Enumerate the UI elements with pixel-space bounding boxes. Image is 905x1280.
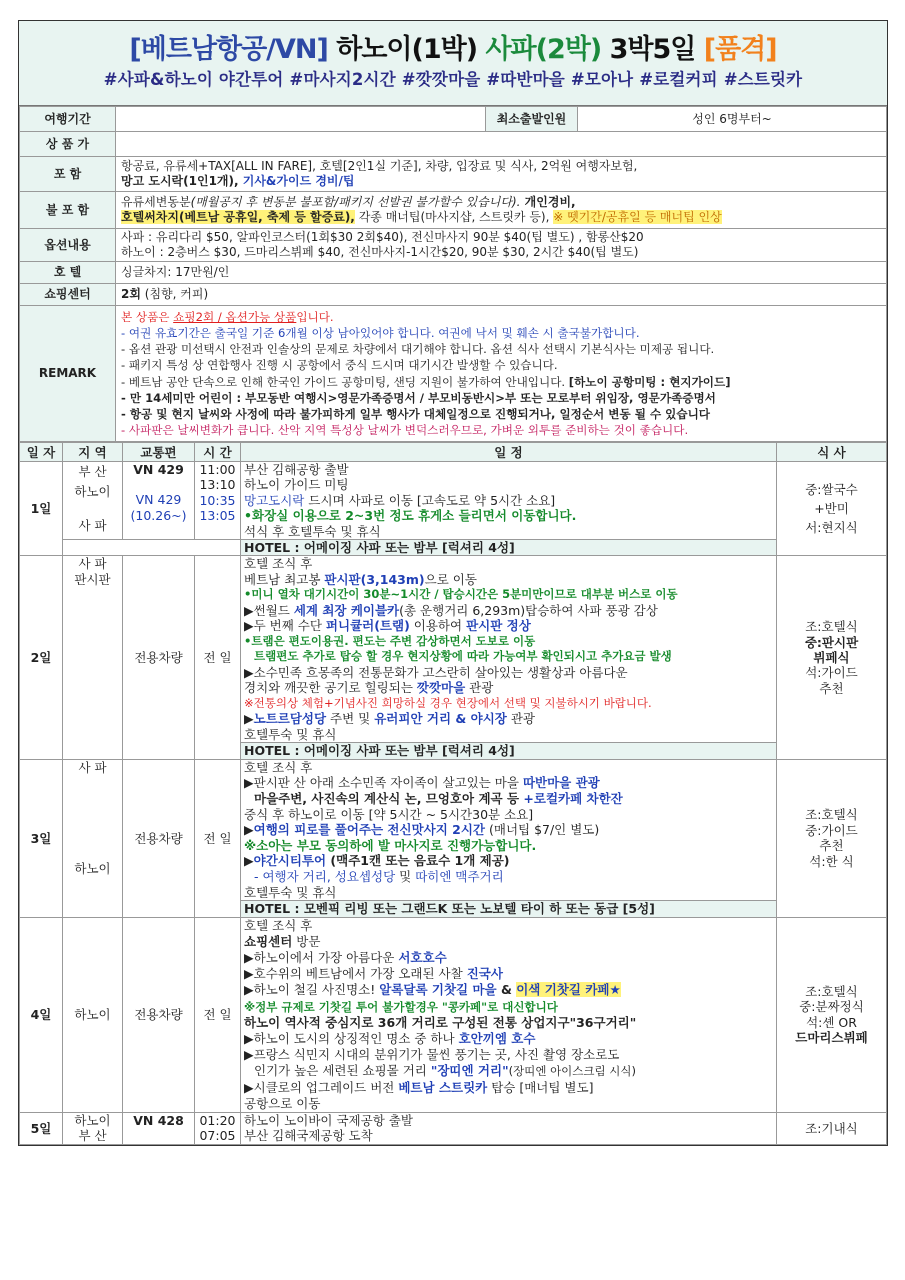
- day1-meal-3: 서:현지식: [805, 520, 858, 536]
- day3-transport: 전용차량: [123, 759, 195, 917]
- period-value: [116, 107, 486, 132]
- day2-transport: 전용차량: [123, 556, 195, 759]
- day3-nighttour: 야간시티투어: [253, 853, 327, 869]
- include-lunchbox: 망고 도시락(1인1개),: [121, 174, 243, 188]
- day2-time: 전 일: [195, 556, 241, 759]
- day3-line-2: [244, 775, 773, 791]
- day1-meal-2: +반미: [814, 501, 849, 517]
- day4-westlake: 서호호수: [398, 950, 447, 965]
- day4-meal-1: 조:호텔식: [805, 984, 858, 999]
- remark-label: REMARK: [20, 306, 116, 442]
- day4-meal-2: 중:분짜정식: [799, 999, 864, 1015]
- day2-itinerary: [241, 556, 777, 743]
- day3-line-9: 호텔투숙 및 휴식: [244, 884, 337, 900]
- day5-line-2: 부산 김해국제공항 도착: [244, 1128, 373, 1144]
- remark-1c: 입니다.: [296, 309, 334, 324]
- day2-cathedral: 노트르담성당: [253, 711, 327, 727]
- day2-11c: 주변 및: [326, 711, 375, 727]
- info-table: [19, 106, 887, 442]
- day1-line-4: •화장실 이용으로 2~3번 정도 휴게소 들리면서 이동합니다.: [244, 508, 577, 524]
- day4-line-5: [244, 982, 773, 998]
- day3-hotel: HOTEL : 모벤픽 리빙 또는 그랜드K 또는 노보텔 타이 하 또는 동급 [5성]: [241, 901, 777, 917]
- day5-meals: 조:기내식: [777, 1113, 887, 1145]
- day2-funicular: 퍼니큘러(트램): [325, 618, 410, 634]
- remark-line-3: - 옵션 관광 미선택시 안전과 인솔상의 문제로 차량에서 대기해야 합니다. 옵션 식사 선택시 기본식사는 미제공 됩니다.: [121, 342, 715, 357]
- day1-transfer: 드시며 사파로 이동 [고속도로 약 5시간 소요]: [304, 492, 556, 508]
- day2-2a: 베트남 최고봉: [244, 571, 325, 587]
- day2-meals: [777, 556, 887, 759]
- day4-11a: ▶시클로의 업그레이드 버전: [244, 1079, 399, 1095]
- exclude-line-1: [121, 195, 881, 210]
- day2-row: [20, 556, 887, 743]
- option-label: 옵션내용: [20, 229, 116, 262]
- day3-8b: 및: [395, 869, 416, 884]
- day2-cablecar: 세계 최장 케이블카: [293, 602, 400, 618]
- trip-duration: 3박5일: [609, 34, 696, 65]
- day5-time-1: 01:20: [199, 1113, 236, 1129]
- exclude-fuel-note: (매월공지 후 변동분 불포함/패키지 선발권 불가할수 있습니다).: [190, 195, 521, 209]
- day2-4c: (총 운행거리 6,293m)탑승하여 사파 풍광 감상: [399, 602, 658, 618]
- day1-time-1: 11:00: [199, 462, 236, 477]
- day2-meal-2: 중:판시판: [804, 634, 859, 650]
- day2-5c: 이용하여: [409, 618, 467, 634]
- day1-line-2: 하노이 가이드 미팅: [244, 477, 349, 493]
- remark-row: [20, 306, 887, 442]
- day4-transport: 전용차량: [123, 917, 195, 1112]
- day2-line-10: ※전통의상 체험+기념사진 희망하실 경우 현장에서 선택 및 지불하시기 바랍니다.: [244, 695, 652, 710]
- day1-hotel-row: [20, 540, 887, 556]
- day4-line-9: ▶프랑스 식민지 시대의 분위기가 물씬 풍기는 곳, 사진 촬영 장소로도: [244, 1047, 620, 1063]
- day4-line-10: [244, 1063, 773, 1079]
- day2-2c: 으로 이동: [424, 571, 477, 587]
- day3-time: 전 일: [195, 759, 241, 917]
- day4-region: 하노이: [63, 917, 123, 1112]
- day2-5a: ▶두 번째 수단: [244, 618, 326, 634]
- day4-8a: ▶하노이 도시의 상징적인 명소 중 하나: [244, 1031, 459, 1047]
- remark-line-2: - 여권 유효기간은 출국일 기준 6개월 이상 남아있어야 합니다. 여권에 낙서 및 훼손 시 출국불가합니다.: [121, 325, 640, 340]
- day3-itinerary: [241, 759, 777, 900]
- price-value: [116, 132, 887, 157]
- day2-line-8: ▶소수민족 흐몽족의 전통문화가 고스란히 살아있는 생활상과 아름다운: [244, 664, 628, 680]
- day1-meal-1: 중:쌀국수: [805, 482, 858, 498]
- day3-taphin: 따반마을 관광: [522, 775, 600, 791]
- col-transport: 교통편: [123, 443, 195, 462]
- price-label: 상 품 가: [20, 132, 116, 157]
- day4-label: 4일: [20, 917, 63, 1112]
- exclude-value: [116, 192, 887, 229]
- day5-region-1: 하노이: [74, 1113, 111, 1129]
- day4-itinerary: [241, 917, 777, 1112]
- price-row: [20, 132, 887, 157]
- day4-row: [20, 917, 887, 1112]
- day2-region-1: 사 파: [78, 556, 107, 572]
- day2-label: 2일: [20, 556, 63, 759]
- day5-time-2: 07:05: [199, 1128, 236, 1144]
- day2-line-5: [244, 618, 773, 634]
- remark-5b: [하노이 공항미팅 : 현지가이드]: [568, 374, 731, 389]
- option-line-1: 사파 : 유리다리 $50, 알파인코스터(1회$30 2회$40), 전신마사지 90분 $40(팁 별도) , 함롱산$20: [121, 230, 644, 244]
- day3-7c: (맥주1캔 또는 음료수 1개 제공): [326, 853, 510, 869]
- day4-2b: 방문: [292, 933, 321, 949]
- day4-line-3: [244, 950, 773, 966]
- shopping-value: [116, 284, 887, 306]
- exclude-surcharge: 호텔써차지(베트남 공휴일, 축제 등 할증료),: [121, 210, 355, 224]
- day1-lunchbox: 망고도시락: [244, 492, 305, 508]
- day1-hotel-spacer: [63, 540, 241, 556]
- day2-meal-1: 조:호텔식: [805, 619, 858, 635]
- day3-8a: - 여행자 거리, 성요셉성당: [254, 869, 396, 884]
- day4-meal-4: 드마리스뷔페: [795, 1030, 868, 1046]
- exclude-personal: 개인경비,: [520, 195, 576, 209]
- day1-flight-gap: [126, 477, 191, 492]
- airline-label: [베트남항공/VN]: [129, 34, 328, 65]
- day4-10c: (장띠엔 아이스크림 시식): [508, 1064, 636, 1079]
- exclude-tips: 각종 매너팁(마사지샵, 스트릿카 등),: [354, 210, 554, 224]
- shopping-label: 쇼핑센터: [20, 284, 116, 306]
- col-itinerary: 일 정: [241, 443, 777, 462]
- option-line-2: 하노이 : 2층버스 $30, 드마리스뷔페 $40, 전신마사지-1시간$20, 90분 $30, 2시간 $40(팁 별도): [121, 245, 639, 259]
- remark-1a: 본 상품은: [121, 309, 174, 324]
- shopping-row: [20, 284, 887, 306]
- remark-line-4: - 패키지 특성 상 연합행사 진행 시 공항에서 중식 드시며 대기시간 발생할 수 있습니다.: [121, 358, 558, 373]
- day1-transport: [123, 462, 195, 540]
- col-day: 일 자: [20, 443, 63, 462]
- day5-line-1: 하노이 노이바이 국제공항 출발: [244, 1113, 413, 1129]
- day4-meal-3: 석:셴 OR: [806, 1014, 857, 1030]
- day3-5c: (매너팁 $7/인 별도): [485, 822, 600, 838]
- day2-line-11: [244, 711, 773, 727]
- day2-catcat: 깟깟마을: [416, 680, 466, 696]
- day4-line-6: ※정부 규제로 기찻길 투어 불가할경우 "콩카페"로 대신합니다: [244, 999, 558, 1014]
- day2-11a: ▶: [244, 711, 254, 727]
- day2-line-4: [244, 603, 773, 619]
- hashtag-line: #사파&하노이 야간투어 #마사지2시간 #깟깟마을 #따반마을 #모아나 #로컬커피 #스트릿카: [103, 70, 803, 89]
- day3-cafe: +로컬카페 차한잔: [523, 791, 623, 807]
- day3-row: [20, 759, 887, 900]
- day3-line-4: 중식 후 하노이로 이동 [약 5시간 ~ 5시간30분 소요]: [244, 806, 534, 822]
- day1-flight-1: VN 429: [133, 462, 184, 477]
- include-line-1: 항공료, 유류세+TAX[ALL IN FARE], 호텔[2인1실 기준], 차량, 입장료 및 식사, 2억원 여행자보험,: [121, 159, 638, 173]
- day1-region-3: 사 파: [78, 518, 107, 533]
- day4-shopping: 쇼핑센터: [244, 933, 293, 949]
- include-line-2: [121, 174, 881, 189]
- include-row: [20, 157, 887, 192]
- day1-flight-period: (10.26~): [130, 507, 187, 523]
- day4-3a: ▶하노이에서 가장 아름다운: [244, 950, 399, 965]
- day4-traincafe: 이색 기찻길 카페★: [516, 982, 621, 998]
- day5-label: 5일: [20, 1113, 63, 1145]
- day1-line-1: 부산 김해공항 출발: [244, 462, 349, 477]
- day1-time: [195, 462, 241, 540]
- day1-time-3: 10:35: [199, 492, 236, 508]
- remark-line-7: - 항공 및 현지 날씨와 사정에 따라 불가피하게 일부 행사가 대체일정으로 진행되거나, 일정순서 변동 될 수 있습니다: [121, 406, 710, 421]
- day3-7a: ▶: [244, 853, 254, 869]
- day3-line-1: 호텔 조식 후: [244, 759, 313, 775]
- remark-line-1: [121, 309, 881, 325]
- day3-meal-2: 중:가이드: [805, 822, 858, 838]
- day2-line-1: 호텔 조식 후: [244, 556, 313, 572]
- include-value: [116, 157, 887, 192]
- day4-time: 전 일: [195, 917, 241, 1112]
- day2-line-7: 트램편도 추가로 탑승 할 경우 현지상황에 따라 가능여부 확인되시고 추가요금 발생: [254, 649, 672, 664]
- day2-line-6: •트램은 편도이용권. 편도는 주변 감상하면서 도보로 이동: [244, 633, 536, 648]
- day2-line-2: [244, 572, 773, 588]
- day2-region: [63, 556, 123, 759]
- day2-nightmarket: 유러피안 거리 & 야시장: [374, 711, 507, 727]
- schedule-header: [20, 443, 887, 462]
- option-row: [20, 229, 887, 262]
- day3-line-6: ※소아는 부모 동의하에 발 마사지로 진행가능합니다.: [244, 837, 537, 853]
- day4-4a: ▶호수위의 베트남에서 가장 오래된 사찰: [244, 966, 467, 982]
- day3-line-7: [244, 853, 773, 869]
- day3-region-gap: [66, 775, 119, 861]
- day2-summit: 판시판 정상: [466, 618, 531, 634]
- exclude-fuel: 유류세변동분: [121, 195, 191, 209]
- day5-region-2: 부 산: [78, 1128, 107, 1144]
- remark-line-8: - 사파판은 날씨변화가 큽니다. 산악 지역 특성상 날씨가 변덕스러우므로, 가벼운 외투를 준비하는 것이 좋습니다.: [121, 423, 689, 438]
- include-label: 포 함: [20, 157, 116, 192]
- day3-massage: 여행의 피로를 풀어주는 전신맛사지 2시간: [253, 822, 486, 838]
- day2-11e: 관광: [506, 711, 535, 727]
- day4-streetcar: 베트남 스트릿카: [398, 1079, 488, 1095]
- day2-meal-3: 뷔페식: [813, 649, 850, 665]
- day3-region-1: 사 파: [78, 759, 107, 775]
- day4-trangtien: "장띠엔 거리": [430, 1063, 509, 1079]
- hotel-value: 싱글차지: 17만원/인: [116, 262, 887, 284]
- day2-9c: 관광: [465, 680, 494, 696]
- col-meal: 식 사: [777, 443, 887, 462]
- product-title: [19, 21, 887, 67]
- day4-line-7: 하노이 역사적 중심지로 36개 거리로 구성된 전통 상업지구"36구거리": [244, 1014, 637, 1030]
- schedule-table: [19, 442, 887, 1145]
- day4-tranquoc: 진국사: [466, 966, 503, 982]
- day3-meals: [777, 759, 887, 917]
- day4-trainstreet: 알록달록 기찻길 마을: [379, 982, 497, 998]
- day4-hoankiem: 호안끼엠 호수: [458, 1031, 536, 1047]
- remark-5a: - 베트남 공안 단속으로 인해 한국인 가이드 공항미팅, 샌딩 지원이 불가하여 안내입니다.: [121, 374, 569, 389]
- day2-fansipan: 판시판(3,143m): [324, 571, 425, 587]
- day2-meal-4: 석:가이드: [805, 665, 858, 681]
- remark-value: [116, 306, 887, 442]
- day3-meal-1: 조:호텔식: [805, 807, 858, 823]
- shopping-count: 2회: [121, 287, 141, 301]
- day2-line-12: 호텔투숙 및 휴식: [244, 726, 337, 742]
- day3-8c: 따히엔 맥주거리: [415, 869, 504, 884]
- exclude-holiday-note: ※ 뗏기간/공휴일 등 매너팁 인상: [553, 210, 722, 224]
- exclude-row: [20, 192, 887, 229]
- day1-line-3: [244, 493, 773, 508]
- shopping-items: (침향, 커피): [140, 287, 209, 301]
- day1-region: [63, 462, 123, 540]
- day1-region-2: 하노이: [74, 484, 111, 499]
- hanoi-nights: 하노이(1박): [336, 34, 478, 65]
- day3-line-3: [244, 791, 773, 807]
- min-people-label: 최소출발인원: [486, 107, 578, 132]
- day1-region-1: 부 산: [78, 464, 107, 479]
- day5-itinerary: [241, 1113, 777, 1145]
- day1-meals: [777, 462, 887, 556]
- day3-region: [63, 759, 123, 917]
- day4-5c: &: [496, 982, 517, 998]
- day1-label: 1일: [20, 462, 63, 556]
- exclude-label: 불 포 함: [20, 192, 116, 229]
- day4-5a: ▶하노이 철길 사진명소!: [244, 982, 380, 998]
- day1-line-5: 석식 후 호텔투숙 및 휴식: [244, 523, 381, 539]
- day1-time-4: 13:05: [199, 508, 236, 524]
- min-people-value: 성인 6명부터~: [578, 107, 887, 132]
- day2-region-2: 판시판: [74, 571, 111, 587]
- remark-1b: 쇼핑2회 / 옵션가능 상품: [173, 309, 297, 324]
- period-label: 여행기간: [20, 107, 116, 132]
- exclude-line-2: [121, 210, 881, 225]
- day1-time-2: 13:10: [199, 477, 236, 493]
- grade-label: [품격]: [703, 34, 777, 65]
- itinerary-sheet: [18, 20, 888, 1146]
- col-time: 시 간: [195, 443, 241, 462]
- day5-row: [20, 1113, 887, 1145]
- col-region: 지 역: [63, 443, 123, 462]
- period-row: [20, 107, 887, 132]
- day4-line-2: [244, 934, 773, 950]
- day3-3a: 마을주변, 사진속의 계산식 논, 므엉호아 계곡 등: [254, 791, 524, 807]
- day5-region: [63, 1113, 123, 1145]
- title-banner: [19, 21, 887, 106]
- day2-line-9: [244, 680, 773, 696]
- day2-meal-5: 추천: [819, 680, 844, 696]
- hotel-label: 호 텔: [20, 262, 116, 284]
- sapa-nights: 사파(2박): [485, 34, 602, 65]
- day2-line-3: •미니 열차 대기시간이 30분~1시간 / 탑승시간은 5분미만이므로 대부분 버스로 이동: [244, 587, 678, 602]
- day4-line-8: [244, 1031, 773, 1047]
- day2-4a: ▶썬월드: [244, 602, 294, 618]
- day3-meal-3: 추천: [819, 838, 844, 854]
- day1-row: [20, 462, 887, 540]
- day2-9a: 경치와 깨끗한 공기로 힐링되는: [244, 680, 417, 696]
- day3-2a: ▶판시판 산 아래 소수민족 자이족이 살고있는 마을: [244, 775, 523, 791]
- day3-line-5: [244, 822, 773, 838]
- day5-transport: VN 428: [123, 1113, 195, 1145]
- day3-5a: ▶: [244, 822, 254, 838]
- day4-10a: 인기가 높은 세련된 쇼핑몰 거리: [254, 1063, 431, 1079]
- day1-region-gap: [66, 502, 119, 516]
- remark-line-6: - 만 14세미만 어린이 : 부모동반 여행시>영문가족증명서 / 부모비동반시>부 또는 모로부터 위임장, 영문가족증명서: [121, 390, 716, 405]
- day3-meal-4: 석:한 식: [809, 853, 854, 869]
- day4-line-11: [244, 1080, 773, 1096]
- day3-line-8: [244, 869, 773, 885]
- day5-time: [195, 1113, 241, 1145]
- day4-line-1: 호텔 조식 후: [244, 917, 313, 933]
- day4-line-4: [244, 966, 773, 982]
- include-guide-fee: 기사&가이드 경비/팁: [242, 174, 355, 188]
- hotel-row: [20, 262, 887, 284]
- day4-line-12: 공항으로 이동: [244, 1095, 321, 1111]
- day1-flight-2: VN 429: [135, 492, 182, 508]
- day3-label: 3일: [20, 759, 63, 917]
- remark-line-5: [121, 374, 881, 390]
- day2-hotel: HOTEL : 어메이징 사파 또는 밤부 [럭셔리 4성]: [241, 743, 777, 759]
- day3-region-2: 하노이: [74, 861, 111, 877]
- day4-11c: 탑승 [매너팁 별도]: [487, 1079, 594, 1095]
- option-value: [116, 229, 887, 262]
- day4-meals: [777, 917, 887, 1112]
- day1-hotel: HOTEL : 어메이징 사파 또는 밤부 [럭셔리 4성]: [241, 540, 777, 556]
- day1-itinerary: [241, 462, 777, 540]
